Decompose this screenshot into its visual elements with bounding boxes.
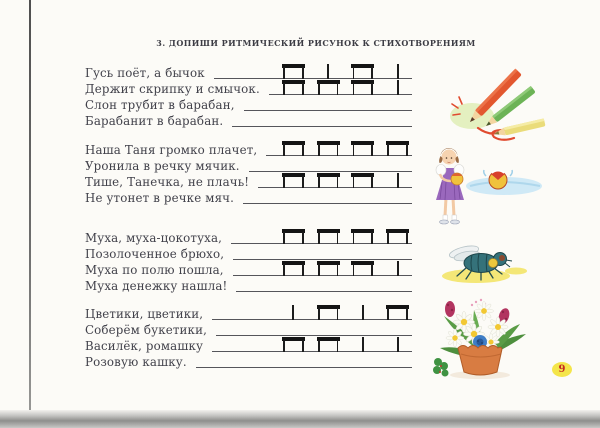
poem-row <box>85 336 412 352</box>
rhythm-pair-icon <box>282 64 305 80</box>
answer-line <box>232 111 412 127</box>
rhythm-pair-icon <box>317 337 340 353</box>
poem-line: Гусь поёт, а бычок <box>85 66 205 80</box>
poem-line: Слон трубит в барабан, <box>85 98 235 112</box>
rhythm-quarter-icon <box>292 305 294 321</box>
rhythm-pair-icon <box>317 261 340 277</box>
poem-row <box>85 79 412 95</box>
poem-line: Соберём букетики, <box>85 323 207 337</box>
poem-line: Муха по полю пошла, <box>85 263 224 277</box>
poem-line: Муха денежку нашла! <box>85 279 228 293</box>
rhythm-slot <box>346 79 381 95</box>
page-margin-line <box>29 0 31 412</box>
rhythm-slot <box>276 79 311 95</box>
rhythm-quarter-icon <box>327 64 329 80</box>
rhythm-pair-icon <box>351 229 374 245</box>
rhythm-row <box>276 336 415 352</box>
poem-line: Василёк, ромашку <box>85 339 204 353</box>
rhythm-slot <box>346 172 381 188</box>
rhythm-pair-icon <box>317 80 340 96</box>
rhythm-slot <box>311 260 346 276</box>
poem-row <box>85 260 412 276</box>
rhythm-pair-icon <box>282 229 305 245</box>
rhythm-pair-icon <box>351 173 374 189</box>
fly-with-coin-illustration <box>436 240 532 286</box>
poem-row <box>85 228 412 244</box>
poem-row <box>85 188 412 204</box>
page-number-badge <box>552 362 572 377</box>
poem-line: Уронила в речку мячик. <box>85 159 240 173</box>
rhythm-row <box>276 79 415 95</box>
rhythm-slot <box>380 140 415 156</box>
rhythm-row <box>276 63 415 79</box>
rhythm-quarter-icon <box>362 337 364 353</box>
rhythm-pair-icon <box>351 80 374 96</box>
rhythm-pair-icon <box>282 261 305 277</box>
rhythm-pair-icon <box>351 64 374 80</box>
rhythm-pair-icon <box>282 80 305 96</box>
poem-line: Держит скрипку и смычок. <box>85 82 260 96</box>
rhythm-pair-icon <box>317 305 340 321</box>
rhythm-pair-icon <box>386 141 409 157</box>
poem-line: Цветики, цветики, <box>85 307 204 321</box>
rhythm-slot <box>311 304 346 320</box>
girl-icon <box>436 148 464 224</box>
rhythm-slot <box>311 79 346 95</box>
answer-line <box>236 276 412 292</box>
rhythm-slot <box>380 172 415 188</box>
poem-row <box>85 95 412 111</box>
rhythm-slot <box>380 336 415 352</box>
rhythm-pair-icon <box>282 173 305 189</box>
poem-row <box>85 352 412 368</box>
rhythm-slot <box>380 228 415 244</box>
stanza-block <box>85 63 412 127</box>
stanza-block <box>85 304 412 368</box>
rhythm-slot <box>311 172 346 188</box>
rhythm-slot <box>346 63 381 79</box>
poem-line: Не утонет в речке мяч. <box>85 191 235 205</box>
poem-line: Тише, Танечка, не плачь! <box>85 175 250 189</box>
rhythm-slot <box>311 228 346 244</box>
rhythm-pair-icon <box>317 173 340 189</box>
poem-row <box>85 320 412 336</box>
poem-line: Наша Таня громко плачет, <box>85 143 258 157</box>
rhythm-slot <box>276 304 311 320</box>
rhythm-row <box>276 172 415 188</box>
rhythm-slot <box>380 63 415 79</box>
rhythm-quarter-icon <box>397 337 399 353</box>
flower-bouquet-illustration <box>428 296 534 382</box>
rhythm-quarter-icon <box>397 261 399 277</box>
poem-line: Розовую кашку. <box>85 355 187 369</box>
poem-line: Барабанит в барабан. <box>85 114 224 128</box>
poem-row <box>85 276 412 292</box>
answer-line <box>243 188 412 204</box>
rhythm-slot <box>276 63 311 79</box>
answer-line <box>244 95 412 111</box>
rhythm-slot <box>380 260 415 276</box>
rhythm-pair-icon <box>351 141 374 157</box>
poem-row <box>85 63 412 79</box>
rhythm-slot <box>346 304 381 320</box>
poem-row <box>85 140 412 156</box>
poem-line: Позолоченное брюхо, <box>85 247 225 261</box>
answer-line <box>196 352 412 368</box>
rhythm-pair-icon <box>317 229 340 245</box>
colored-pencils-illustration <box>448 60 548 152</box>
coin-icon <box>489 259 498 268</box>
rhythm-slot <box>276 336 311 352</box>
rhythm-slot <box>276 140 311 156</box>
rhythm-pair-icon <box>317 141 340 157</box>
rhythm-slot <box>346 140 381 156</box>
answer-line <box>233 244 412 260</box>
page-edge-shadow <box>0 410 600 428</box>
rhythm-row <box>276 140 415 156</box>
rhythm-slot <box>276 228 311 244</box>
clover-icon <box>433 358 449 377</box>
girl-with-ball-illustration <box>432 142 544 232</box>
yellow-pencil-icon <box>493 118 545 137</box>
poem-row <box>85 156 412 172</box>
answer-line <box>216 320 412 336</box>
rhythm-slot <box>346 260 381 276</box>
rhythm-slot <box>311 336 346 352</box>
rhythm-quarter-icon <box>362 305 364 321</box>
rhythm-pair-icon <box>351 261 374 277</box>
rhythm-pair-icon <box>386 229 409 245</box>
answer-line <box>249 156 412 172</box>
rhythm-quarter-icon <box>397 173 399 189</box>
rhythm-row <box>276 260 415 276</box>
rhythm-slot <box>311 140 346 156</box>
rhythm-slot <box>276 260 311 276</box>
rhythm-slot <box>346 228 381 244</box>
flower-pot-icon <box>458 346 502 376</box>
rhythm-pair-icon <box>386 305 409 321</box>
rhythm-slot <box>346 336 381 352</box>
rhythm-slot <box>276 172 311 188</box>
rhythm-row <box>276 228 415 244</box>
fly-icon <box>448 244 512 273</box>
poem-row <box>85 172 412 188</box>
poem-row <box>85 244 412 260</box>
rhythm-quarter-icon <box>397 80 399 96</box>
page-number: 9 <box>558 364 566 375</box>
poem-line: Муха, муха-цокотуха, <box>85 231 223 245</box>
stanza-block <box>85 140 412 204</box>
rhythm-slot <box>311 63 346 79</box>
rhythm-pair-icon <box>282 141 305 157</box>
rhythm-pair-icon <box>282 337 305 353</box>
rhythm-slot <box>380 304 415 320</box>
rhythm-quarter-icon <box>397 64 399 80</box>
stanza-block <box>85 228 412 292</box>
rhythm-row <box>276 304 415 320</box>
page-title: 3. ДОПИШИ РИТМИЧЕСКИЙ РИСУНОК К СТИХОТВОРЕНИЯМ <box>156 38 476 48</box>
poem-row <box>85 111 412 127</box>
poem-row <box>85 304 412 320</box>
rhythm-slot <box>380 79 415 95</box>
